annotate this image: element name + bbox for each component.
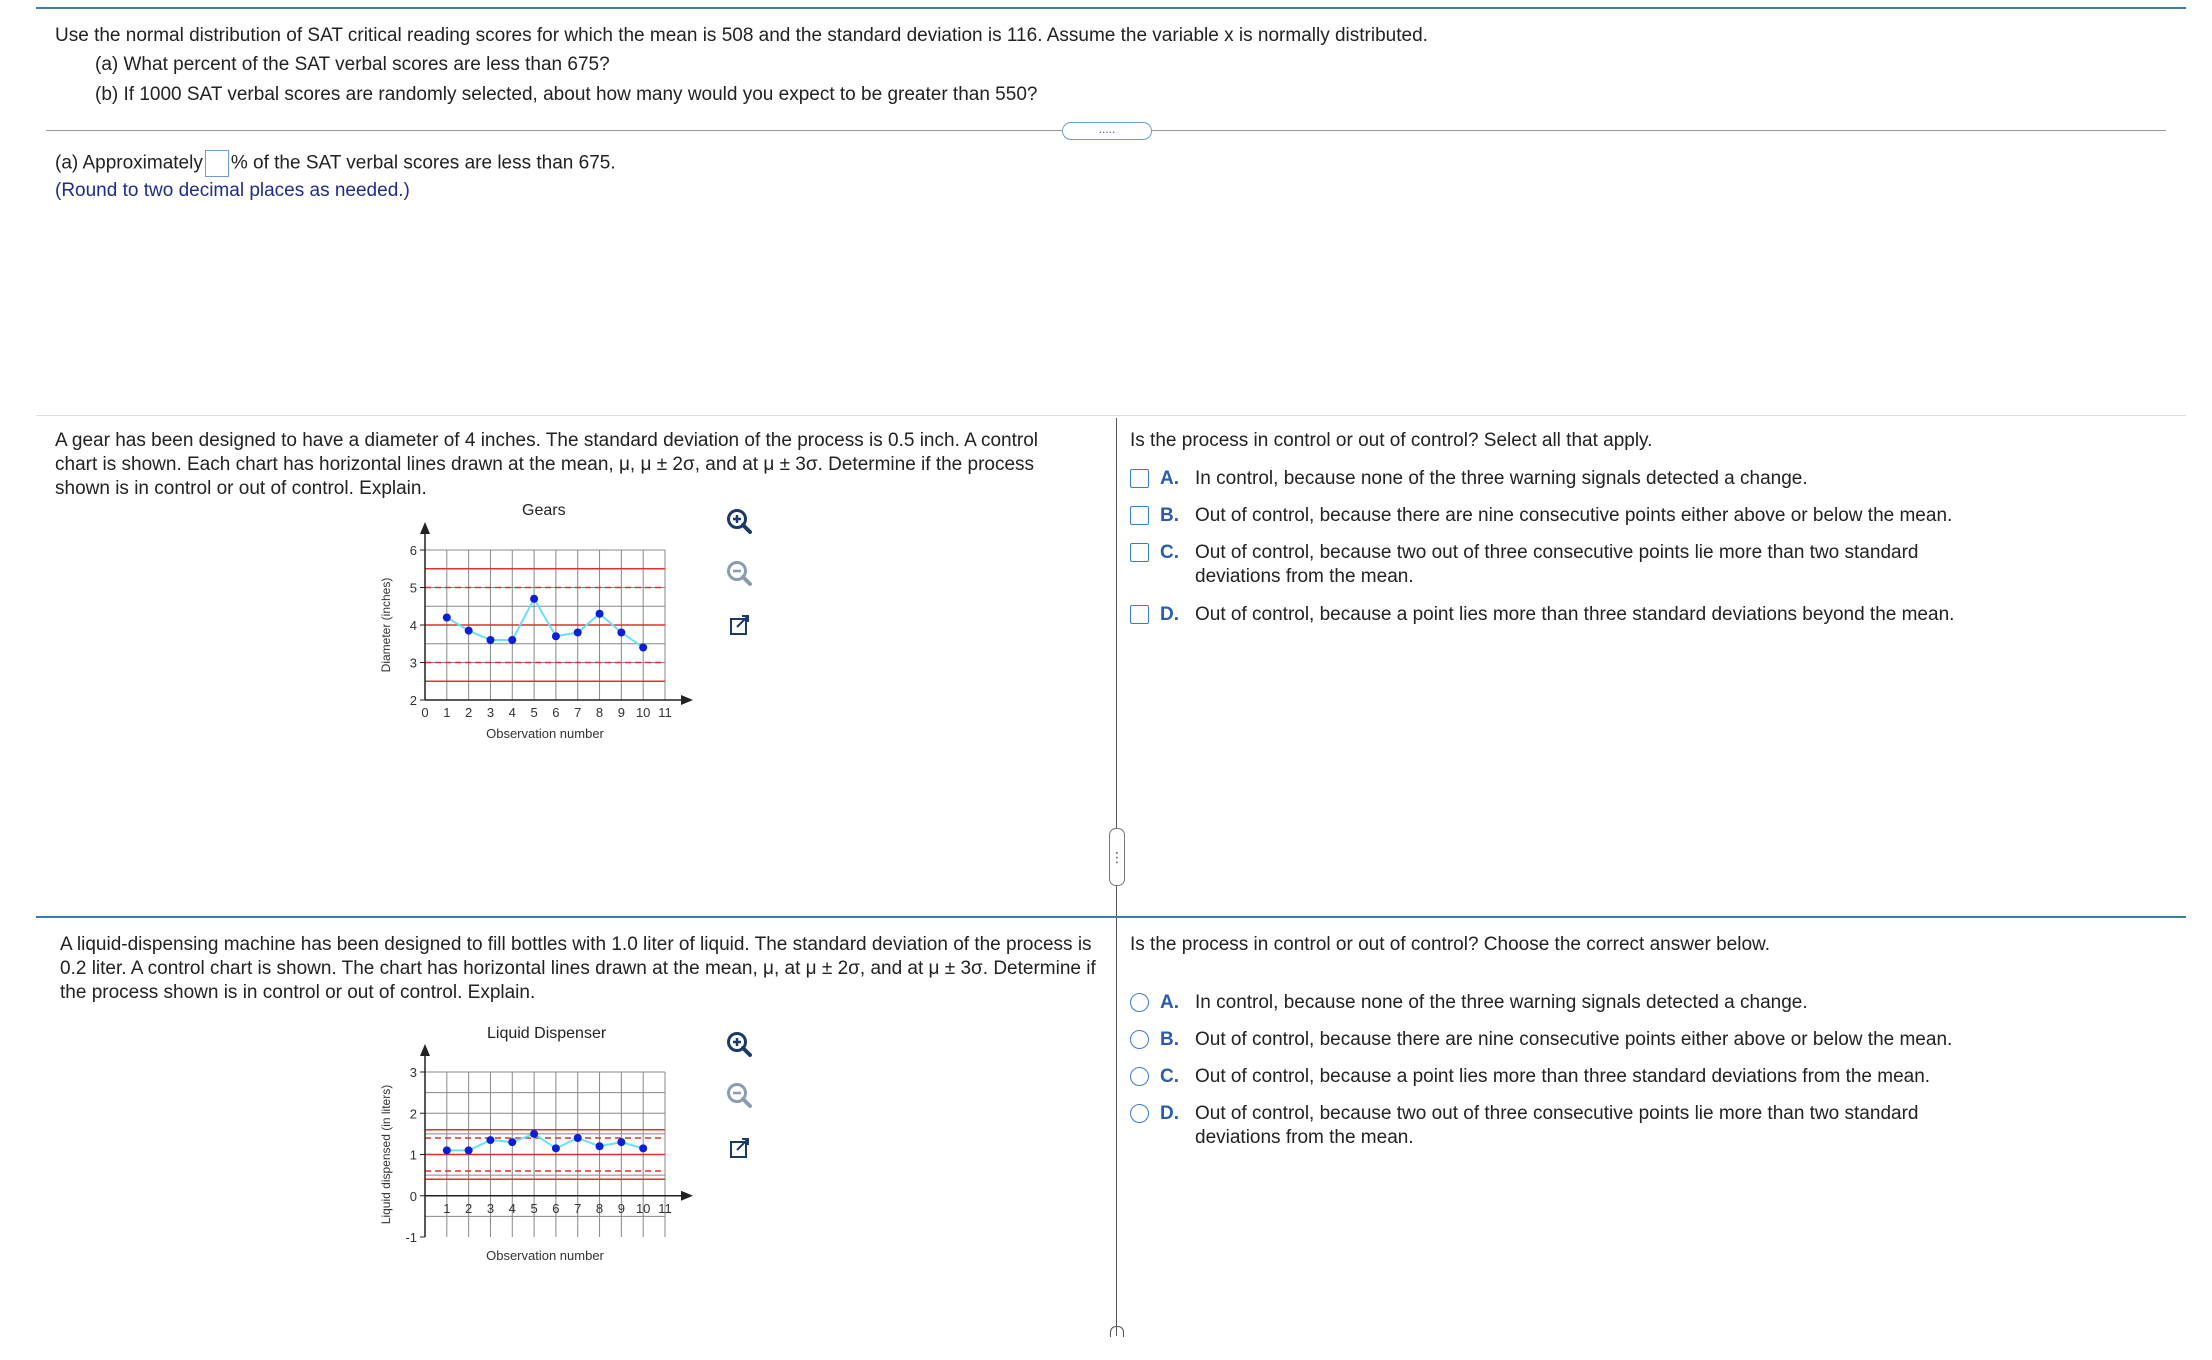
x-tick-label: 3 xyxy=(486,705,495,720)
x-tick-label: 6 xyxy=(552,1200,560,1216)
q2-checkbox-a[interactable] xyxy=(1130,469,1149,488)
x-tick-label: 10 xyxy=(635,705,651,720)
data-point xyxy=(552,1144,560,1152)
q2-option-letter: C. xyxy=(1160,542,1179,563)
percent-answer-input[interactable] xyxy=(205,150,229,177)
y-tick-label: -1 xyxy=(405,1230,417,1245)
q3-radio-c[interactable] xyxy=(1130,1067,1149,1086)
q2-option-text: Out of control, because there are nine consecutive points either above or below the mean. xyxy=(1195,505,1953,526)
expand-dots: ..... xyxy=(1098,122,1116,136)
q3-option-text: Out of control, because there are nine consecutive points either above or below the mean. xyxy=(1195,1029,1953,1050)
x-axis-arrow xyxy=(681,1191,693,1201)
x-axis-label: Observation number xyxy=(486,726,604,741)
splitter-dots: ⋮ xyxy=(1110,849,1124,865)
q3-option-letter: D. xyxy=(1160,1103,1179,1124)
gears-chart xyxy=(370,520,730,750)
zoom-out-icon[interactable] xyxy=(722,557,756,591)
data-point xyxy=(486,636,494,644)
gears-chart-title: Gears xyxy=(522,502,566,519)
data-point xyxy=(465,627,473,635)
x-tick-label: 5 xyxy=(530,1200,538,1216)
q1-part-a: (a) What percent of the SAT verbal scores are less than 675? xyxy=(95,54,610,75)
q3-option-b[interactable] xyxy=(1130,1028,2130,1058)
x-tick-label: 0 xyxy=(421,705,429,720)
y-axis-arrow xyxy=(420,1044,430,1056)
y-axis-label: Liquid dispensed (in liters) xyxy=(379,1084,393,1225)
x-tick-label: 9 xyxy=(617,1200,625,1216)
q2-option-text: In control, because none of the three warning signals detected a change. xyxy=(1195,468,1808,489)
q3-option-text: Out of control, because two out of three consecutive points lie more than two standard deviations from the mean. xyxy=(1195,1103,1919,1148)
data-point xyxy=(486,1136,494,1144)
x-tick-label: 8 xyxy=(595,1200,604,1216)
y-axis-arrow xyxy=(420,522,430,534)
y-axis-label: Diameter (inches) xyxy=(379,577,393,673)
q3-radio-a[interactable] xyxy=(1130,993,1149,1012)
x-axis-arrow xyxy=(681,695,693,705)
q1-answer-line xyxy=(55,150,616,177)
data-point xyxy=(596,1142,604,1150)
top-rule xyxy=(36,7,2186,9)
data-point xyxy=(552,632,560,640)
x-tick-label: 4 xyxy=(508,1200,516,1216)
x-tick-label: 3 xyxy=(486,1200,495,1216)
q3-radio-b[interactable] xyxy=(1130,1030,1149,1049)
q3-top-rule xyxy=(36,916,2186,918)
q3-option-letter: A. xyxy=(1160,992,1179,1013)
data-point xyxy=(443,614,451,622)
q3-prompt: A liquid-dispensing machine has been designed to fill bottles with 1.0 liter of liquid. The standard deviation of the process is 0.2 liter. A control chart is shown. The chart has horizontal lines drawn at the mean, μ, at μ ± 2σ, and at μ ± 3σ. Determine if the process shown is in control or out of control. Explain. xyxy=(60,934,1096,1003)
zoom-out-icon[interactable] xyxy=(722,1079,756,1113)
data-point xyxy=(574,629,582,637)
q3-option-letter: C. xyxy=(1160,1066,1179,1087)
x-tick-label: 7 xyxy=(574,705,582,720)
y-tick-label: 1 xyxy=(409,1147,417,1163)
q1-part-b: (b) If 1000 SAT verbal scores are randomly selected, about how many would you expect to be greater than 550? xyxy=(95,84,1038,105)
q2-question: Is the process in control or out of control? Select all that apply. xyxy=(1130,430,1653,451)
data-point xyxy=(639,644,647,652)
q2-option-c[interactable] xyxy=(1130,541,2130,595)
liquid-chart xyxy=(370,1042,730,1272)
y-tick-label: 3 xyxy=(409,1065,417,1080)
series-line xyxy=(447,1134,643,1151)
x-tick-label: 2 xyxy=(465,705,473,720)
data-point xyxy=(639,1144,647,1152)
q1-prompt: Use the normal distribution of SAT critical reading scores for which the mean is 508 and the standard deviation is 116. Assume the variable x is normally distributed. xyxy=(55,25,1428,46)
data-point xyxy=(530,595,538,603)
expand-button[interactable] xyxy=(1062,122,1152,140)
x-tick-label: 6 xyxy=(552,705,560,720)
liquid-chart-title: Liquid Dispenser xyxy=(487,1025,607,1042)
q2-checkbox-d[interactable] xyxy=(1130,605,1149,624)
y-tick-label: 2 xyxy=(409,693,417,708)
q2-option-letter: A. xyxy=(1160,468,1179,489)
x-tick-label: 10 xyxy=(635,1200,651,1216)
x-tick-label: 7 xyxy=(574,1200,582,1216)
q3-option-text: Out of control, because a point lies more than three standard deviations from the mean. xyxy=(1195,1066,1931,1087)
data-point xyxy=(465,1146,473,1154)
q2-option-b[interactable] xyxy=(1130,504,2130,534)
y-tick-label: 5 xyxy=(409,580,417,596)
x-tick-label: 1 xyxy=(443,1200,451,1216)
q2-option-text: Out of control, because two out of three consecutive points lie more than two standard deviations from the mean. xyxy=(1195,542,1919,587)
zoom-in-icon[interactable] xyxy=(722,1028,756,1062)
y-tick-label: 6 xyxy=(409,543,417,558)
splitter-handle[interactable] xyxy=(1109,828,1125,886)
q3-option-letter: B. xyxy=(1160,1029,1179,1050)
y-tick-label: 0 xyxy=(409,1188,417,1204)
data-point xyxy=(530,1130,538,1138)
q3-option-a[interactable] xyxy=(1130,991,2130,1021)
y-tick-label: 3 xyxy=(409,655,417,671)
data-point xyxy=(617,629,625,637)
q2-checkbox-b[interactable] xyxy=(1130,506,1149,525)
x-tick-label: 4 xyxy=(508,705,516,720)
q2-option-text: Out of control, because a point lies more than three standard deviations beyond the mean. xyxy=(1195,604,1955,625)
q2-prompt: A gear has been designed to have a diameter of 4 inches. The standard deviation of the process is 0.5 inch. A control chart is shown. Each chart has horizontal lines drawn at the mean, μ, μ ± 2σ, and at μ ± 3σ. Determine if the process shown is in control or out of control. Explain. xyxy=(55,430,1039,499)
q3-question: Is the process in control or out of control? Choose the correct answer below. xyxy=(1130,934,1770,955)
data-point xyxy=(443,1146,451,1154)
x-tick-label: 8 xyxy=(595,705,604,720)
q2-option-a[interactable] xyxy=(1130,467,2130,497)
x-tick-label: 9 xyxy=(617,705,625,720)
answer-prefix: (a) Approximately xyxy=(55,152,203,174)
zoom-in-icon[interactable] xyxy=(722,505,756,539)
x-axis-label: Observation number xyxy=(486,1248,604,1263)
answer-suffix: % of the SAT verbal scores are less than 675. xyxy=(230,152,616,174)
x-tick-label: 5 xyxy=(530,705,538,720)
y-tick-label: 4 xyxy=(409,618,417,633)
x-tick-label: 11 xyxy=(658,705,672,720)
q2-checkbox-c[interactable] xyxy=(1130,543,1149,562)
external-link-icon[interactable] xyxy=(722,1131,756,1165)
data-point xyxy=(596,610,604,618)
data-point xyxy=(508,1138,516,1146)
data-point xyxy=(617,1138,625,1146)
q2-option-d[interactable] xyxy=(1130,603,2190,633)
data-point xyxy=(574,1134,582,1142)
x-tick-label: 11 xyxy=(658,1200,672,1216)
q2-option-letter: D. xyxy=(1160,604,1179,625)
data-point xyxy=(508,636,516,644)
external-link-icon[interactable] xyxy=(722,608,756,642)
q1-hint: (Round to two decimal places as needed.) xyxy=(55,180,410,201)
q3-option-text: In control, because none of the three warning signals detected a change. xyxy=(1195,992,1808,1013)
x-tick-label: 2 xyxy=(465,1200,473,1216)
y-tick-label: 2 xyxy=(409,1106,417,1122)
q3-radio-d[interactable] xyxy=(1130,1104,1149,1123)
splitter-end-cap xyxy=(1110,1326,1124,1337)
q3-option-c[interactable] xyxy=(1130,1065,2130,1095)
q3-option-d[interactable] xyxy=(1130,1102,2130,1156)
q2-top-rule xyxy=(36,415,2186,416)
q2-option-letter: B. xyxy=(1160,505,1179,526)
x-tick-label: 1 xyxy=(443,705,451,720)
